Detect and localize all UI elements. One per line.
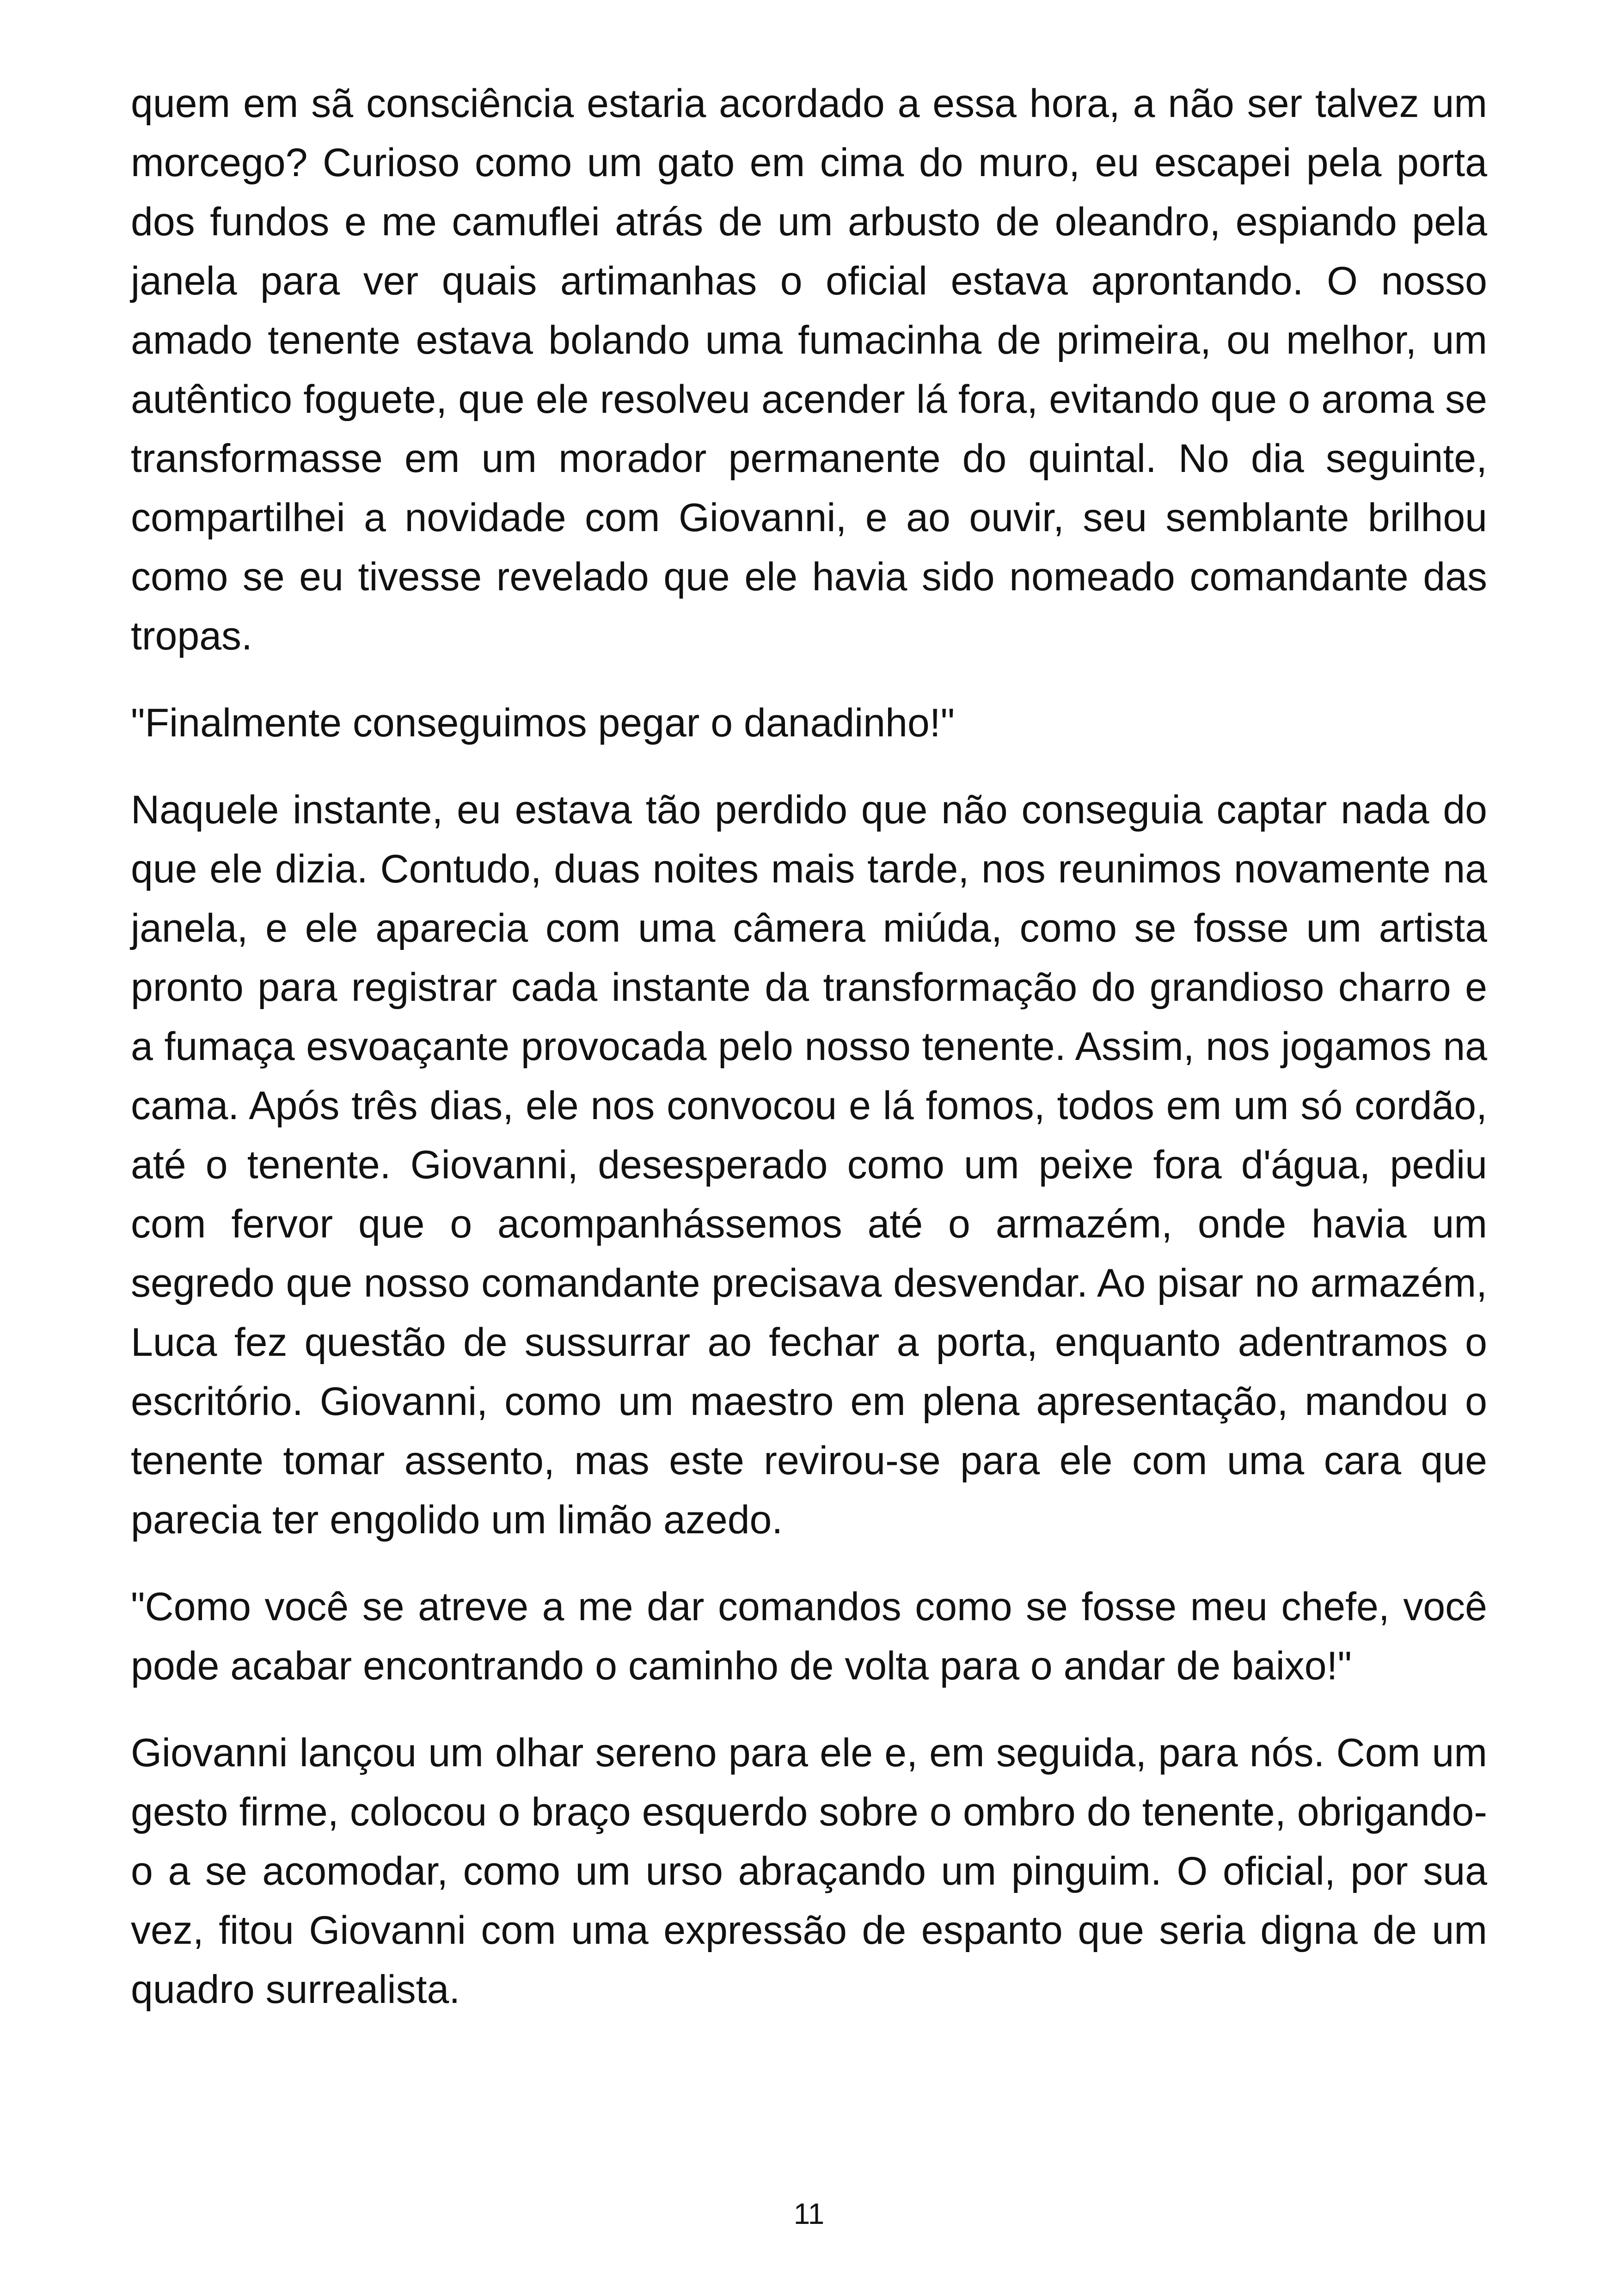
page-body bbox=[131, 74, 1487, 2047]
paragraph-4: "Como você se atreve a me dar comandos como se fosse meu chefe, você pode acabar encontrando o caminho de volta para o andar de baixo!" bbox=[131, 1585, 1487, 1688]
page-number: 11 bbox=[793, 2197, 825, 2230]
paragraph-1: quem em sã consciência estaria acordado a essa hora, a não ser talvez um morcego? Curioso como um gato em cima do muro, eu escapei pela porta dos fundos e me camuflei atrás de um arbusto de oleandro, espiando pela janela para ver quais artimanhas o oficial estava aprontando. O nosso amado tenente estava bolando uma fumacinha de primeira, ou melhor, um autêntico foguete, que ele resolveu acender lá fora, evitando que o aroma se transformasse em um morador permanente do quintal. No dia seguinte, compartilhei a novidade com Giovanni, e ao ouvir, seu semblante brilhou como se eu tivesse revelado que ele havia sido nomeado comandante das tropas. bbox=[131, 81, 1487, 658]
paragraph-3: Naquele instante, eu estava tão perdido que não conseguia captar nada do que ele dizia. Contudo, duas noites mais tarde, nos reunimos novamente na janela, e ele aparecia com uma câmera miúda, como se fosse um artista pronto para registrar cada instante da transformação do grandioso charro e a fumaça esvoaçante provocada pelo nosso tenente. Assim, nos jogamos na cama. Após três dias, ele nos convocou e lá fomos, todos em um só cordão, até o tenente. Giovanni, desesperado como um peixe fora d'água, pediu com fervor que o acompanhássemos até o armazém, onde havia um segredo que nosso comandante precisava desvendar. Ao pisar no armazém, Luca fez questão de sussurrar ao fechar a porta, enquanto adentramos o escritório. Giovanni, como um maestro em plena apresentação, mandou o tenente tomar assento, mas este revirou-se para ele com uma cara que parecia ter engolido um limão azedo. bbox=[131, 788, 1487, 1542]
paragraph-5: Giovanni lançou um olhar sereno para ele e, em seguida, para nós. Com um gesto firme, colocou o braço esquerdo sobre o ombro do tenente, obrigando-o a se acomodar, como um urso abraçando um pinguim. O oficial, por sua vez, fitou Giovanni com uma expressão de espanto que seria digna de um quadro surrealista. bbox=[131, 1731, 1487, 2012]
paragraph-2: "Finalmente conseguimos pegar o danadinho!" bbox=[131, 701, 955, 745]
